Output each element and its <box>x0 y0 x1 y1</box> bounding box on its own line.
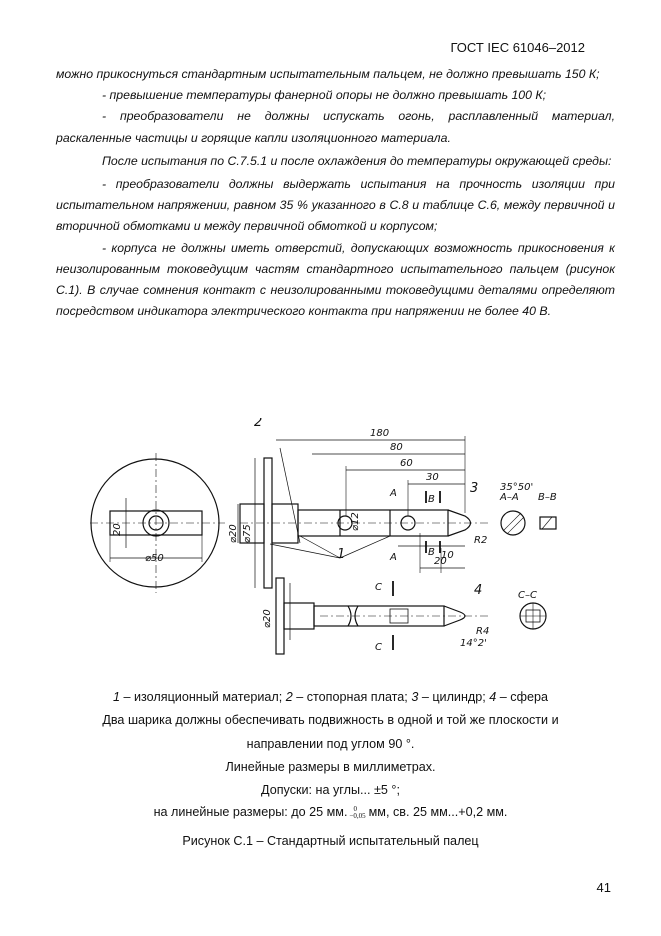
tolerance-fraction <box>349 806 365 820</box>
angle-35: 35°50' <box>500 482 534 493</box>
item-3-label: 3 <box>470 481 479 496</box>
radius-r2: R2 <box>474 535 488 546</box>
diameter-20-a: ⌀20 <box>228 524 239 543</box>
view-bb-label: В–В <box>538 492 557 503</box>
figure-legend <box>0 690 661 704</box>
legend-2-text: – стопорная плата; <box>292 690 412 704</box>
note-line-2: направлении под углом 90 °. <box>246 737 415 751</box>
note-line-3: Линейные размеры в миллиметрах. <box>225 760 436 774</box>
legend-3-text: – цилиндр; <box>418 690 490 704</box>
radius-r4: R4 <box>476 626 490 637</box>
tolerance-suffix: мм, св. 25 мм...+0,2 мм. <box>368 805 508 819</box>
legend-1-text: – изоляционный материал; <box>120 690 286 704</box>
view-aa-label: А–А <box>500 492 519 503</box>
paragraph: - преобразователи должны выдержать испытания на прочность изоляции при испытательном напряжении, равном 35 % указанного в С.8 и таблице С.6, между первичной и вторичной обмотками и между первичной обмоткой и корпусом; <box>56 177 615 234</box>
diameter-75: ⌀75 <box>242 524 253 543</box>
note-line-4: Допуски: на углы... ±5 °; <box>261 783 400 797</box>
legend-4-text: – сфера <box>496 690 548 704</box>
standard-header: ГОСТ IEC 61046–2012 <box>450 40 585 55</box>
section-c-top: С <box>375 582 382 593</box>
paragraph: - превышение температуры фанерной опоры не должно превышать 100 К; <box>102 88 547 103</box>
paragraph: - преобразователи не должны испускать огонь, расплавленный материал, раскаленные частицы и горящие капли изоляционного материала. <box>56 109 615 145</box>
dim-10: 10 <box>441 550 454 561</box>
section-a-bottom: А <box>390 552 397 563</box>
note-line-1: Два шарика должны обеспечивать подвижность в одной и той же плоскости и <box>102 713 559 727</box>
paragraph: После испытания по С.7.5.1 и после охлаждения до температуры окружающей среды: <box>102 153 612 168</box>
note-line-5 <box>0 805 661 820</box>
section-bb <box>540 517 556 529</box>
dim-180: 180 <box>370 428 390 439</box>
item-1-label: 1 <box>337 547 346 562</box>
section-b-bottom: В <box>428 547 435 558</box>
angle-14: 14°2' <box>460 638 487 649</box>
tolerance-prefix: на линейные размеры: до 25 мм. <box>153 805 348 819</box>
dim-80: 80 <box>390 442 403 453</box>
page-number: 41 <box>596 880 611 895</box>
tolerance-lower: −0,05 <box>349 811 366 820</box>
legend-3-number: 3 <box>411 690 419 704</box>
body-text <box>56 64 615 322</box>
dim-20-bottom: 20 <box>434 556 447 567</box>
tolerance-upper: 0 <box>353 804 357 813</box>
section-aa <box>501 511 525 535</box>
section-b-top: В <box>428 494 435 505</box>
dim-60: 60 <box>400 458 413 469</box>
dim-30: 30 <box>426 472 439 483</box>
legend-2-number: 2 <box>285 690 293 704</box>
dim-20-left: 20 <box>112 523 123 536</box>
section-c-bottom: С <box>375 642 382 653</box>
legend-4-number: 4 <box>489 690 497 704</box>
item-4-label: 4 <box>474 583 483 598</box>
paragraph: можно прикоснуться стандартным испытательным пальцем, не должно превышать 150 К; <box>56 67 600 81</box>
section-a-top: А <box>390 488 397 499</box>
figure-title: Рисунок С.1 – Стандартный испытательный палец <box>182 834 479 848</box>
legend-1-number: 1 <box>113 690 121 704</box>
view-cc-label: С–С <box>518 590 537 601</box>
diameter-20-b: ⌀20 <box>262 609 273 628</box>
paragraph: - корпуса не должны иметь отверстий, допускающих возможность прикосновения к неизолированным токоведущим частям стандартного испытательного пальцем (рисунок С.1). В случае сомнения контакт с неизолированными токоведущими деталями определяют посредством индикатора электрического контакта при напряжении не более 40 В. <box>56 240 615 319</box>
item-2-label: 2 <box>254 418 263 430</box>
test-finger-drawing <box>90 418 590 703</box>
diameter-50: ⌀50 <box>145 553 164 564</box>
diameter-12: ⌀12 <box>350 512 361 531</box>
